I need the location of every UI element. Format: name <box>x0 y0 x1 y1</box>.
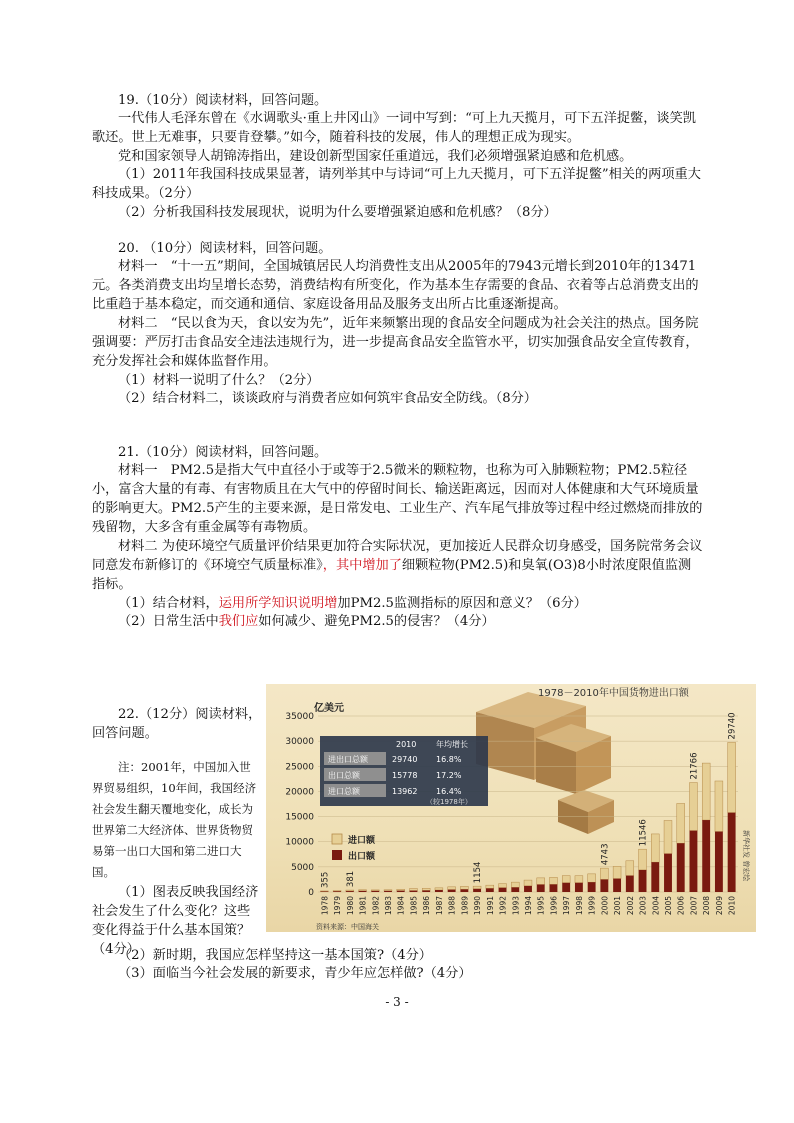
y-tick-label: 30000 <box>285 737 314 748</box>
table-cell-growth: 16.8% <box>436 755 462 764</box>
q22-title: 22.（12分）阅读材料，回答问题。 <box>92 707 262 741</box>
q21-question-2-text-end: 如何减少、避免PM2.5的侵害？（4分） <box>258 614 495 629</box>
bar-total-label: 381 <box>345 870 356 888</box>
x-tick-label: 1982 <box>371 896 381 916</box>
import-bar <box>333 891 341 892</box>
export-bar <box>728 813 736 892</box>
import-bar <box>473 886 481 889</box>
legend-swatch-import <box>332 834 342 844</box>
x-tick-label: 1980 <box>345 896 355 916</box>
q21-material-2 <box>92 537 704 594</box>
import-bar <box>626 861 634 876</box>
x-tick-label: 1996 <box>549 896 559 916</box>
x-tick-label: 1985 <box>409 896 419 916</box>
legend-label-import: 进口额 <box>348 836 376 846</box>
bar-total-label: 29740 <box>727 712 738 740</box>
export-bar <box>524 886 532 892</box>
chart-credit: 新华社发 曾宏绘 <box>742 830 750 882</box>
import-bar <box>537 878 545 885</box>
q21-material-2-text: 材料二 为使环境空气质量评价结果更加符合实际状况，更加接近人民群众切身感受，国务院常务会议同意发布新修订的《环境空气质量标准》 <box>92 539 703 573</box>
import-bar <box>715 781 723 832</box>
export-bar <box>600 879 608 892</box>
import-bar <box>359 890 367 891</box>
export-bar <box>715 832 723 892</box>
q21-material-2-text-end: 细颗粒物(PM2.5)和臭氧(O3)8小时浓度限值监测指标。 <box>92 558 692 592</box>
x-tick-label: 1984 <box>396 896 406 916</box>
trade-chart-svg <box>266 684 756 932</box>
import-bar <box>499 884 507 888</box>
export-bar <box>486 888 494 892</box>
q20-question-2: （2）结合材料二，谈谈政府与消费者应如何筑牢食品安全防线。（8分） <box>118 391 537 406</box>
import-bar <box>664 820 672 853</box>
chart-source: 资料来源：中国海关 <box>316 923 379 931</box>
import-bar <box>690 783 698 831</box>
x-tick-label: 2004 <box>651 896 661 916</box>
y-axis-unit-label: 亿美元 <box>314 703 344 714</box>
export-bar <box>410 891 418 892</box>
export-bar <box>371 891 379 892</box>
bar-total-label: 21766 <box>689 752 700 780</box>
import-bar <box>524 880 532 886</box>
export-bar <box>359 891 367 892</box>
import-bar <box>562 876 570 883</box>
export-bar <box>511 887 519 892</box>
table-row-label: 出口总额 <box>328 771 360 780</box>
table-cell-value: 15778 <box>392 771 418 780</box>
x-tick-label: 1983 <box>384 896 393 916</box>
q19-paragraph-2: 党和国家领导人胡锦涛指出，建设创新型国家任重道远，我们必须增强紧迫感和危机感。 <box>118 149 633 164</box>
q19-question-2: （2）分析我国科技发展现状，说明为什么要增强紧迫感和危机感？（8分） <box>118 205 557 220</box>
q19-title: 19.（10分）阅读材料，回答问题。 <box>118 93 328 108</box>
y-tick-label: 15000 <box>285 812 314 823</box>
export-bar <box>333 891 341 892</box>
x-tick-label: 1998 <box>574 896 584 916</box>
x-tick-label: 2005 <box>664 896 673 916</box>
bar-total-label: 355 <box>320 871 331 888</box>
export-bar <box>588 882 596 892</box>
q21-question-2-highlight: 我们应 <box>218 614 259 629</box>
x-tick-label: 1979 <box>333 896 343 916</box>
import-bar <box>613 866 621 878</box>
x-tick-label: 1993 <box>511 896 521 916</box>
export-bar <box>677 843 685 892</box>
table-cell-value: 13962 <box>392 787 418 796</box>
import-bar <box>346 890 354 891</box>
q20-material-2: 材料二 “民以食为天，食以安为先”，近年来频繁出现的食品安全问题成为社会关注的热点。国务院强调要：严厉打击食品安全违法违规行为，进一步提高食品安全监管水平，切实加强食品安全宣传教育，充分发挥社会和媒体监督作用。 <box>92 316 699 369</box>
q21-material-2-highlight: ，其中增加了 <box>322 558 402 573</box>
x-tick-label: 2008 <box>702 896 712 916</box>
table-footnote: （较1978年） <box>426 798 472 806</box>
q19-paragraph-1: 一代伟人毛泽东曾在《水调歌头·重上井冈山》一词中写到：“可上九天揽月，可下五洋捉鳖，谈笑凯歌还。世上无难事，只要肯登攀。”如今，随着科技的发展，伟人的理想正成为现实。 <box>92 111 696 145</box>
q21-question-1 <box>92 594 730 613</box>
export-bar <box>448 890 456 892</box>
import-bar <box>639 849 647 870</box>
q21-question-1-highlight: 运用所学知识说明增 <box>218 596 338 611</box>
y-tick-label: 0 <box>308 888 314 898</box>
import-bar <box>575 876 583 883</box>
table-row-label: 进出口总额 <box>328 755 368 764</box>
x-axis-labels <box>320 896 736 915</box>
export-bar <box>626 876 634 892</box>
import-bar <box>371 890 379 891</box>
export-bar <box>639 870 647 892</box>
export-bar <box>422 890 430 892</box>
x-tick-label: 2003 <box>638 896 648 916</box>
export-bar <box>397 891 405 892</box>
import-bar <box>588 874 596 882</box>
x-tick-label: 1990 <box>473 896 483 916</box>
q20-material-1: 材料一 “十一五”期间，全国城镇居民人均消费性支出从2005年的7943元增长到2010年的13471元。各类消费支出均呈增长态势，消费结构有所变化，作为基本生存需要的食品、衣着等占总消费支出的比重趋于基本稳定，而交通和通信、家庭设备用品及服务支出所占比重逐渐提高。 <box>92 259 699 312</box>
x-tick-label: 1991 <box>485 896 495 916</box>
table-cell-growth: 16.4% <box>436 787 462 796</box>
x-tick-label: 1992 <box>498 896 508 916</box>
chart-title: 1978－2010年中国货物进出口额 <box>538 688 689 699</box>
y-tick-label: 20000 <box>285 787 314 798</box>
bar-total-label: 11546 <box>638 819 649 847</box>
export-bar <box>562 883 570 892</box>
x-tick-label: 1981 <box>358 896 368 916</box>
x-tick-label: 1997 <box>562 896 572 916</box>
q21-question-1-text-end: 加PM2.5监测指标的原因和意义？（6分） <box>337 596 587 611</box>
q22-question-3: （3）面临当今社会发展的新要求，青少年应怎样做?（4分） <box>118 966 472 981</box>
q22-left-column <box>92 705 262 959</box>
x-tick-label: 1989 <box>460 896 470 916</box>
x-tick-label: 1994 <box>524 896 533 916</box>
q21-title: 21.（10分）阅读材料，回答问题。 <box>118 445 328 460</box>
summary-table <box>320 736 488 806</box>
q21-question-2 <box>92 612 730 631</box>
table-cell-growth: 17.2% <box>436 771 462 780</box>
q21-question-2-text: （2）日常生活中 <box>118 614 219 629</box>
x-tick-label: 1986 <box>422 896 432 916</box>
import-bar <box>651 834 659 862</box>
y-tick-label: 5000 <box>291 862 314 873</box>
x-tick-label: 2002 <box>625 896 635 916</box>
x-tick-label: 1995 <box>536 896 546 916</box>
y-tick-label: 25000 <box>285 762 314 773</box>
import-bar <box>435 888 443 890</box>
cardboard-boxes-illustration <box>476 692 614 834</box>
legend-swatch-export <box>332 850 342 860</box>
import-bar <box>486 885 494 888</box>
q19-question-1: （1）2011年我国科技成果显著，请列举其中与诗词“可上九天揽月，可下五洋捉鳖”相关的两项重大科技成果。（2分） <box>92 167 701 201</box>
import-bar <box>320 891 328 892</box>
export-bar <box>702 820 710 892</box>
export-bar <box>384 891 392 892</box>
import-bar <box>600 868 608 879</box>
y-tick-label: 35000 <box>285 712 314 722</box>
q22-note: 注：2001年，中国加入世界贸易组织，10年间，我国经济社会发生翻天覆地变化，成长为世界第二大经济体、世界货物贸易第一出口大国和第二进口大国。 <box>92 760 257 879</box>
chart-legend <box>332 834 376 862</box>
export-bar <box>346 891 354 892</box>
export-bar <box>435 890 443 892</box>
q21-material-1: 材料一 PM2.5是指大气中直径小于或等于2.5微米的颗粒物，也称为可入肺颗粒物；PM2.5粒径小，富含大量的有毒、有害物质且在大气中的停留时间长、输送距离远，因而对人体健康和大气环境质量的影响更大。PM2.5产生的主要来源，是日常发电、工业生产、汽车尾气排放等过程中经过燃烧而排放的残留物，大多含有重金属等有毒物质。 <box>92 463 703 535</box>
q20-question-1: （1）材料一说明了什么？（2分） <box>118 373 320 388</box>
q20-title: 20. （10分）阅读材料，回答问题。 <box>118 241 332 256</box>
q22-question-1: （1）图表反映我国经济社会发生了什么变化？这些变化得益于什么基本国策？（4分） <box>92 885 259 957</box>
export-bar <box>664 854 672 892</box>
export-bar <box>613 879 621 892</box>
table-header-growth: 年均增长 <box>436 740 468 749</box>
import-bar <box>448 887 456 890</box>
import-bar <box>702 763 710 820</box>
import-bar <box>728 742 736 812</box>
export-bar <box>473 889 481 892</box>
export-bar <box>690 831 698 892</box>
page-number: - 3 - <box>385 995 409 1009</box>
import-bar <box>460 886 468 889</box>
bar-total-label: 4743 <box>600 843 611 866</box>
table-header-year: 2010 <box>396 740 417 749</box>
export-bar <box>499 888 507 892</box>
import-bar <box>410 888 418 890</box>
x-tick-label: 1978 <box>320 896 330 916</box>
import-bar <box>550 877 558 884</box>
trade-chart <box>266 684 756 932</box>
q21-question-1-text: （1）结合材料， <box>118 596 219 611</box>
x-tick-label: 2009 <box>714 896 724 916</box>
x-tick-label: 1987 <box>434 896 444 916</box>
export-bar <box>575 883 583 892</box>
export-bar <box>550 884 558 892</box>
q22-question-2: （2）新时期，我国应怎样坚持这一基本国策?（4分） <box>118 948 432 963</box>
x-tick-label: 2001 <box>613 896 623 916</box>
export-bar <box>651 862 659 892</box>
import-bar <box>384 890 392 891</box>
x-tick-label: 1988 <box>447 896 457 916</box>
bar-total-label: 1154 <box>473 861 484 884</box>
y-tick-label: 10000 <box>285 837 314 848</box>
x-tick-label: 2010 <box>727 896 737 916</box>
export-bar <box>537 885 545 892</box>
table-cell-value: 29740 <box>392 755 418 764</box>
x-tick-label: 2007 <box>689 896 699 916</box>
table-row-label: 进口总额 <box>328 787 360 796</box>
export-bar <box>460 889 468 892</box>
x-tick-label: 2000 <box>600 896 610 916</box>
import-bar <box>422 888 430 890</box>
legend-label-export: 出口额 <box>348 852 376 862</box>
x-tick-label: 1999 <box>587 896 597 916</box>
import-bar <box>677 803 685 843</box>
import-bar <box>397 889 405 890</box>
import-bar <box>511 882 519 887</box>
x-tick-label: 2006 <box>676 896 686 916</box>
